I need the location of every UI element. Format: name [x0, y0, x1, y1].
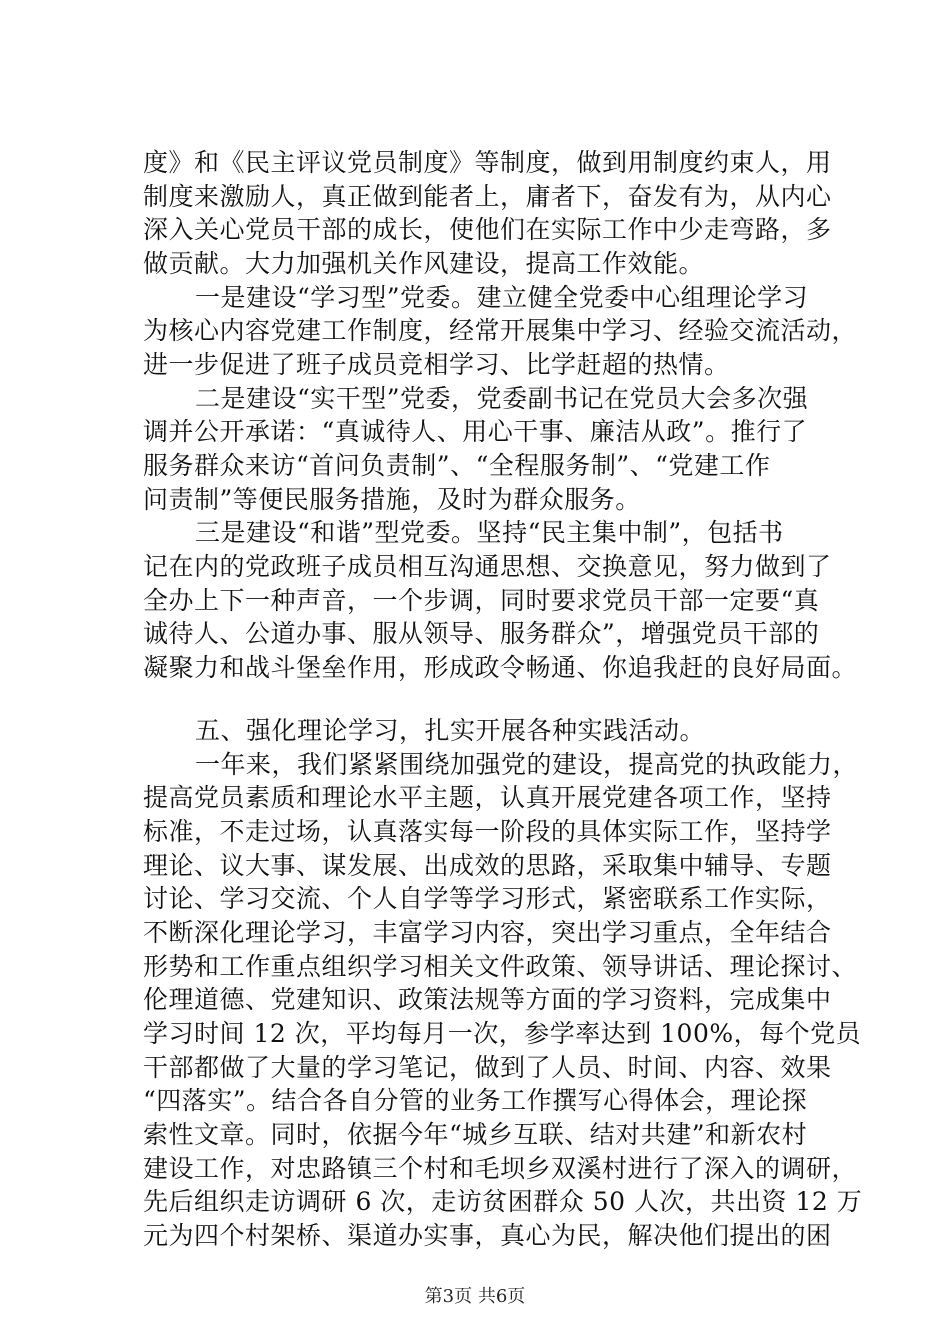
- page-number-footer: 第3页 共6页: [424, 1286, 526, 1307]
- paragraph-start-line: 一是建设“学习型”党委。建立健全党委中心组理论学习: [195, 283, 809, 312]
- text-line: 不断深化理论学习，丰富学习内容，突出学习重点，全年结合: [143, 918, 832, 947]
- text-line: 服务群众来访“首问负责制”、“全程服务制”、“党建工作: [143, 451, 771, 480]
- text-line: 理论、议大事、谋发展、出成效的思路，采取集中辅导、专题: [143, 851, 832, 880]
- text-line: 干部都做了大量的学习笔记，做到了人员、时间、内容、效果: [143, 1053, 832, 1082]
- paragraph-start-line: 二是建设“实干型”党委，党委副书记在党员大会多次强: [195, 384, 809, 413]
- text-line: 度》和《民主评议党员制度》等制度，做到用制度约束人，用: [143, 148, 832, 177]
- text-line: 形势和工作重点组织学习相关文件政策、领导讲话、理论探讨、: [143, 952, 858, 981]
- text-line: 标准，不走过场，认真落实每一阶段的具体实际工作，坚持学: [143, 817, 832, 846]
- text-line: 讨论、学习交流、个人自学等学习形式，紧密联系工作实际，: [143, 884, 832, 913]
- text-line: 先后组织走访调研 6 次，走访贫困群众 50 人次，共出资 12 万: [143, 1187, 863, 1216]
- text-line: 建设工作，对忠路镇三个村和毛坝乡双溪村进行了深入的调研，: [143, 1154, 858, 1183]
- text-line: 深入关心党员干部的成长，使他们在实际工作中少走弯路，多: [143, 215, 832, 244]
- text-line: 问责制”等便民服务措施，及时为群众服务。: [143, 485, 641, 514]
- text-line: 为核心内容党建工作制度，经常开展集中学习、经验交流活动，: [143, 316, 858, 345]
- text-line: “四落实”。结合各自分管的业务工作撰写心得体会，理论探: [143, 1086, 808, 1115]
- text-line: 诚待人、公道办事、服从领导、服务群众”，增强党员干部的: [143, 619, 820, 648]
- text-line: 调并公开承诺：“真诚待人、用心干事、廉洁从政”。推行了: [143, 417, 808, 446]
- paragraph-start-line: 三是建设“和谐”型党委。坚持“民主集中制”，包括书: [195, 518, 784, 547]
- text-line: 做贡献。大力加强机关作风建设，提高工作效能。: [143, 249, 705, 278]
- text-line: 学习时间 12 次，平均每月一次，参学率达到 100%，每个党员: [143, 1019, 862, 1048]
- section-heading: 五、强化理论学习，扎实开展各种实践活动。: [195, 716, 706, 745]
- text-line: 记在内的党政班子成员相互沟通思想、交换意见，努力做到了: [143, 552, 832, 581]
- text-line: 索性文章。同时，依据今年“城乡互联、结对共建”和新农村: [143, 1120, 808, 1149]
- text-line: 凝聚力和战斗堡垒作用，形成政令畅通、你追我赶的良好局面。: [143, 653, 858, 682]
- text-line: 进一步促进了班子成员竞相学习、比学赶超的热情。: [143, 350, 730, 379]
- paragraph-start-line: 一年来，我们紧紧围绕加强党的建设，提高党的执政能力，: [195, 750, 859, 779]
- text-line: 元为四个村架桥、渠道办实事，真心为民，解决他们提出的困: [143, 1221, 832, 1250]
- text-line: 制度来激励人，真正做到能者上，庸者下，奋发有为，从内心: [143, 182, 832, 211]
- text-line: 伦理道德、党建知识、政策法规等方面的学习资料，完成集中: [143, 985, 832, 1014]
- text-line: 全办上下一种声音，一个步调，同时要求党员干部一定要“真: [143, 586, 820, 615]
- text-line: 提高党员素质和理论水平主题，认真开展党建各项工作，坚持: [143, 783, 832, 812]
